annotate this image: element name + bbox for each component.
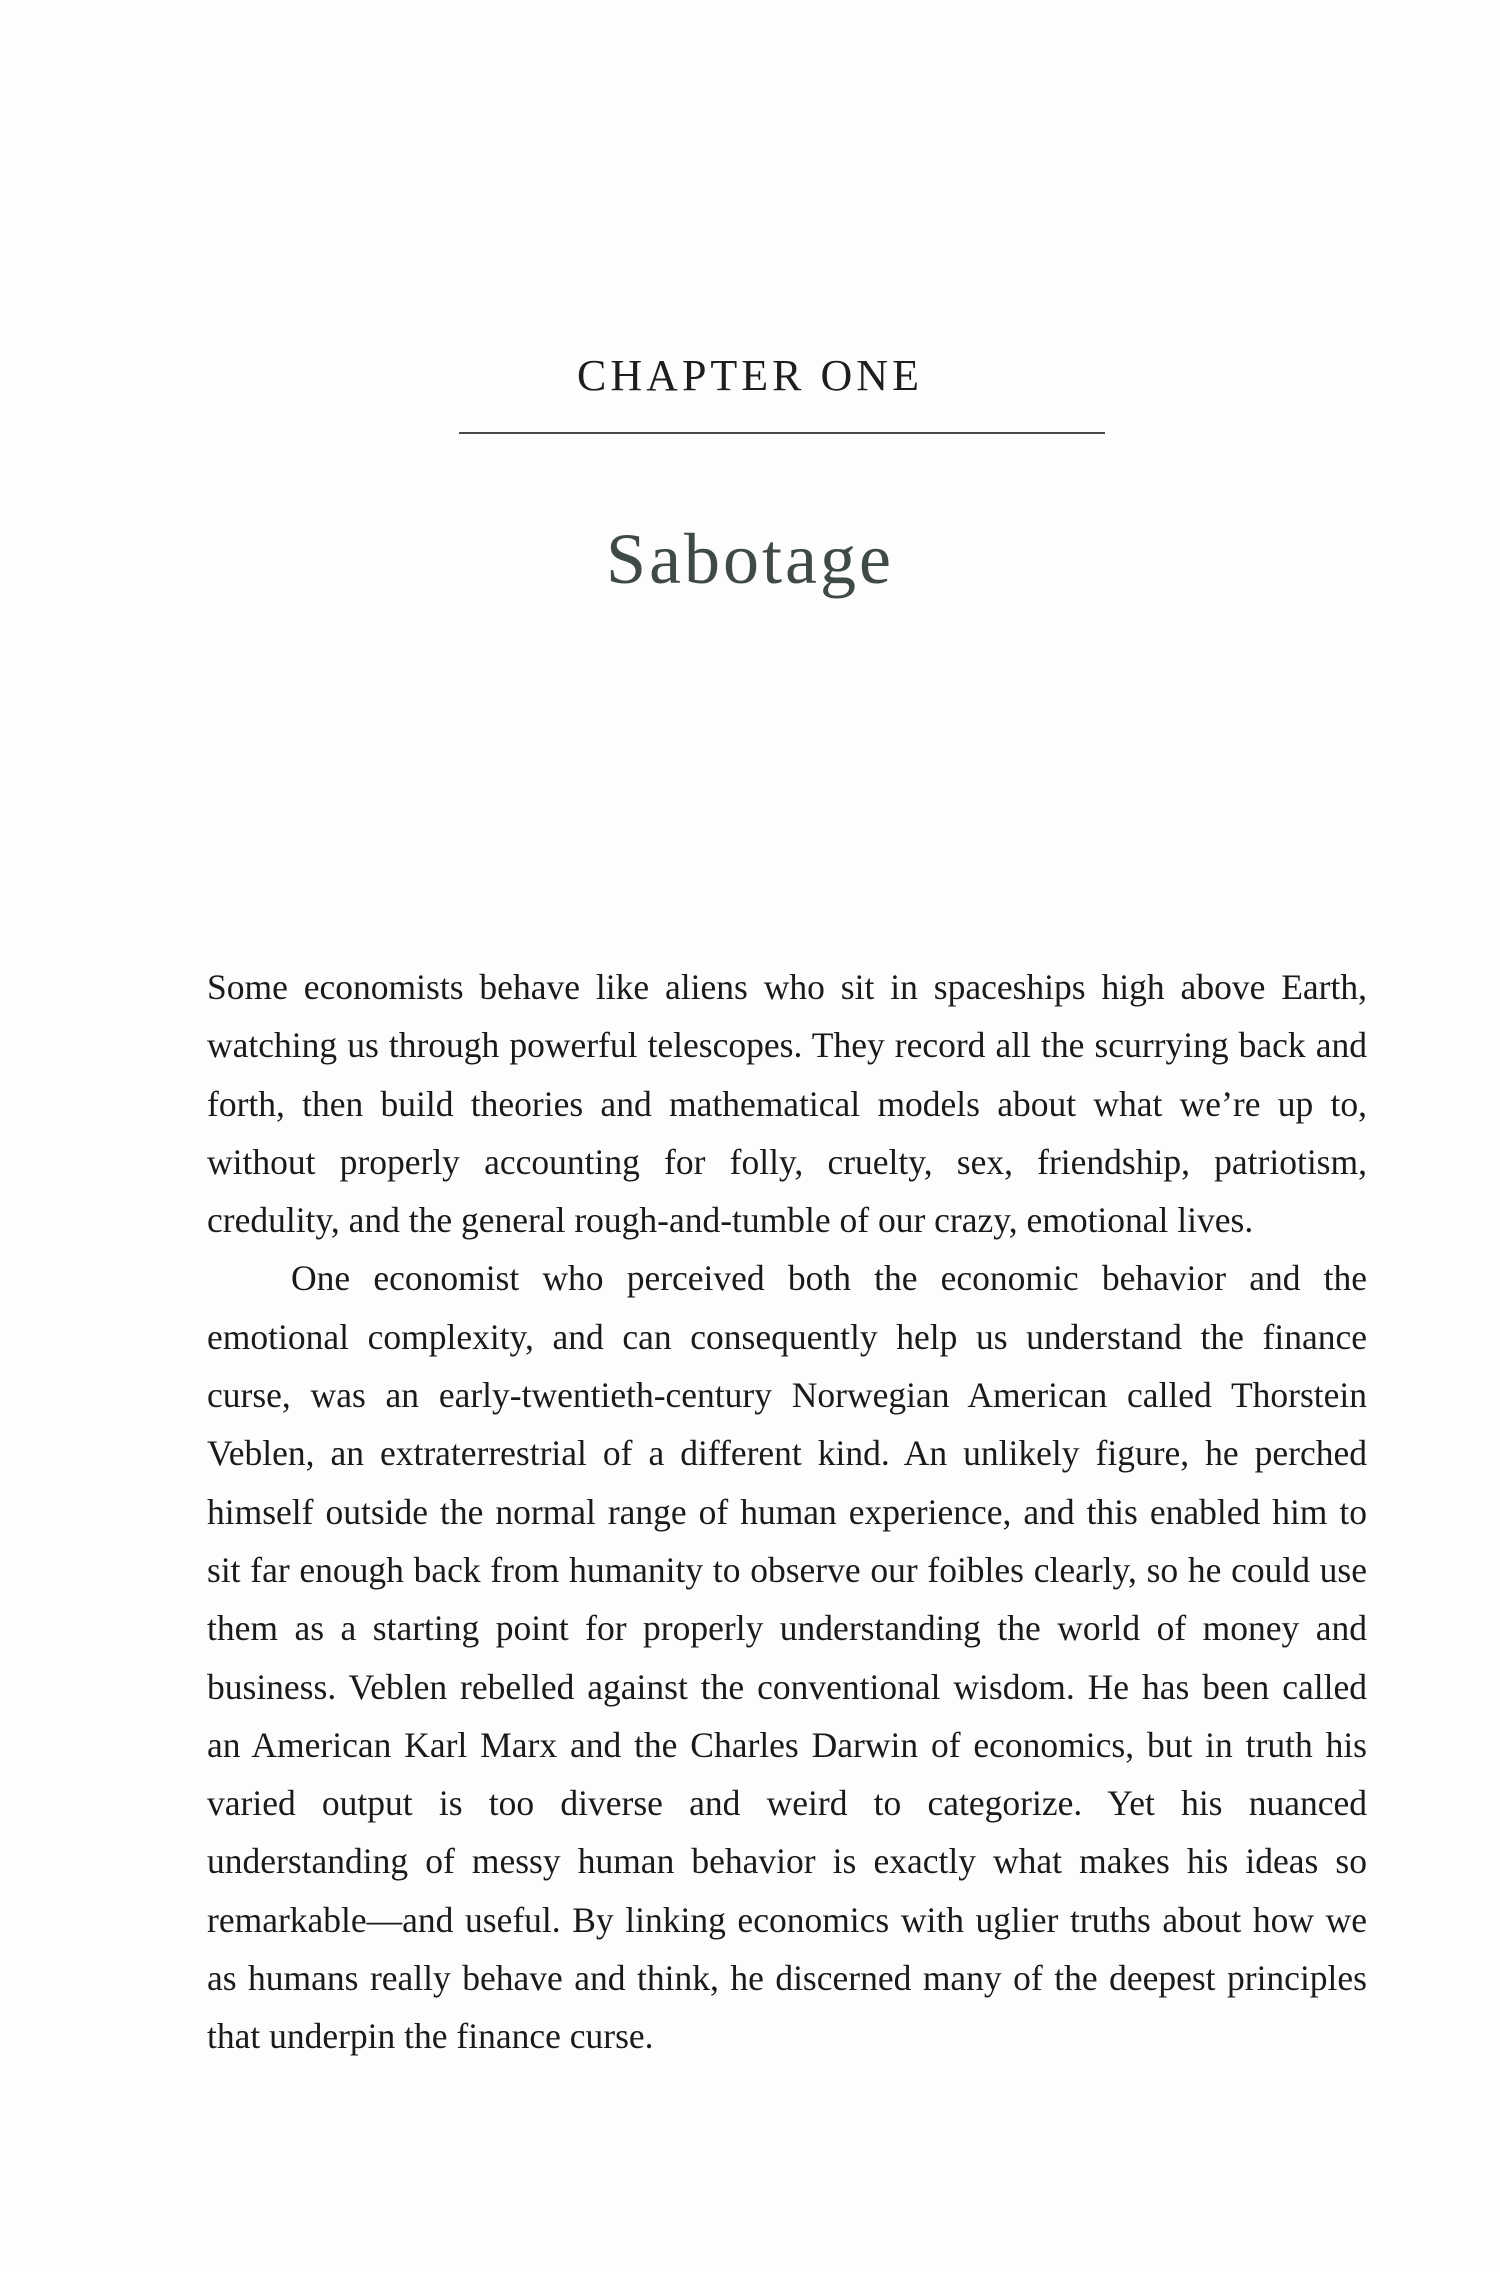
body-text [207, 958, 1367, 2066]
chapter-divider [459, 432, 1105, 434]
paragraph-2: One economist who perceived both the economic behavior and the emotional complexity, and can consequently help us understand the finance curse, was an early-twentieth-century Norwegian American called Thorstein Veblen, an extraterrestrial of a different kind. An unlikely figure, he perched himself outside the normal range of human experience, and this enabled him to sit far enough back from humanity to observe our foibles clearly, so he could use them as a starting point for properly understanding the world of money and business. Veblen rebelled against the conventional wisdom. He has been called an American Karl Marx and the Charles Darwin of economics, but in truth his varied output is too diverse and weird to categorize. Yet his nuanced understanding of messy human behavior is exactly what makes his ideas so remarkable—and useful. By linking economics with uglier truths about how we as humans really behave and think, he discerned many of the deepest principles that underpin the finance curse. [207, 1258, 1367, 2057]
chapter-label: CHAPTER ONE [577, 351, 923, 400]
chapter-title: Sabotage [606, 519, 894, 599]
paragraph-1: Some economists behave like aliens who sit in spaceships high above Earth, watching us through powerful telescopes. They record all the scurrying back and forth, then build theories and mathematical models about what we’re up to, without properly accounting for folly, cruelty, sex, friendship, patriotism, credulity, and the general rough-and-tumble of our crazy, emotional lives. [207, 967, 1367, 1241]
